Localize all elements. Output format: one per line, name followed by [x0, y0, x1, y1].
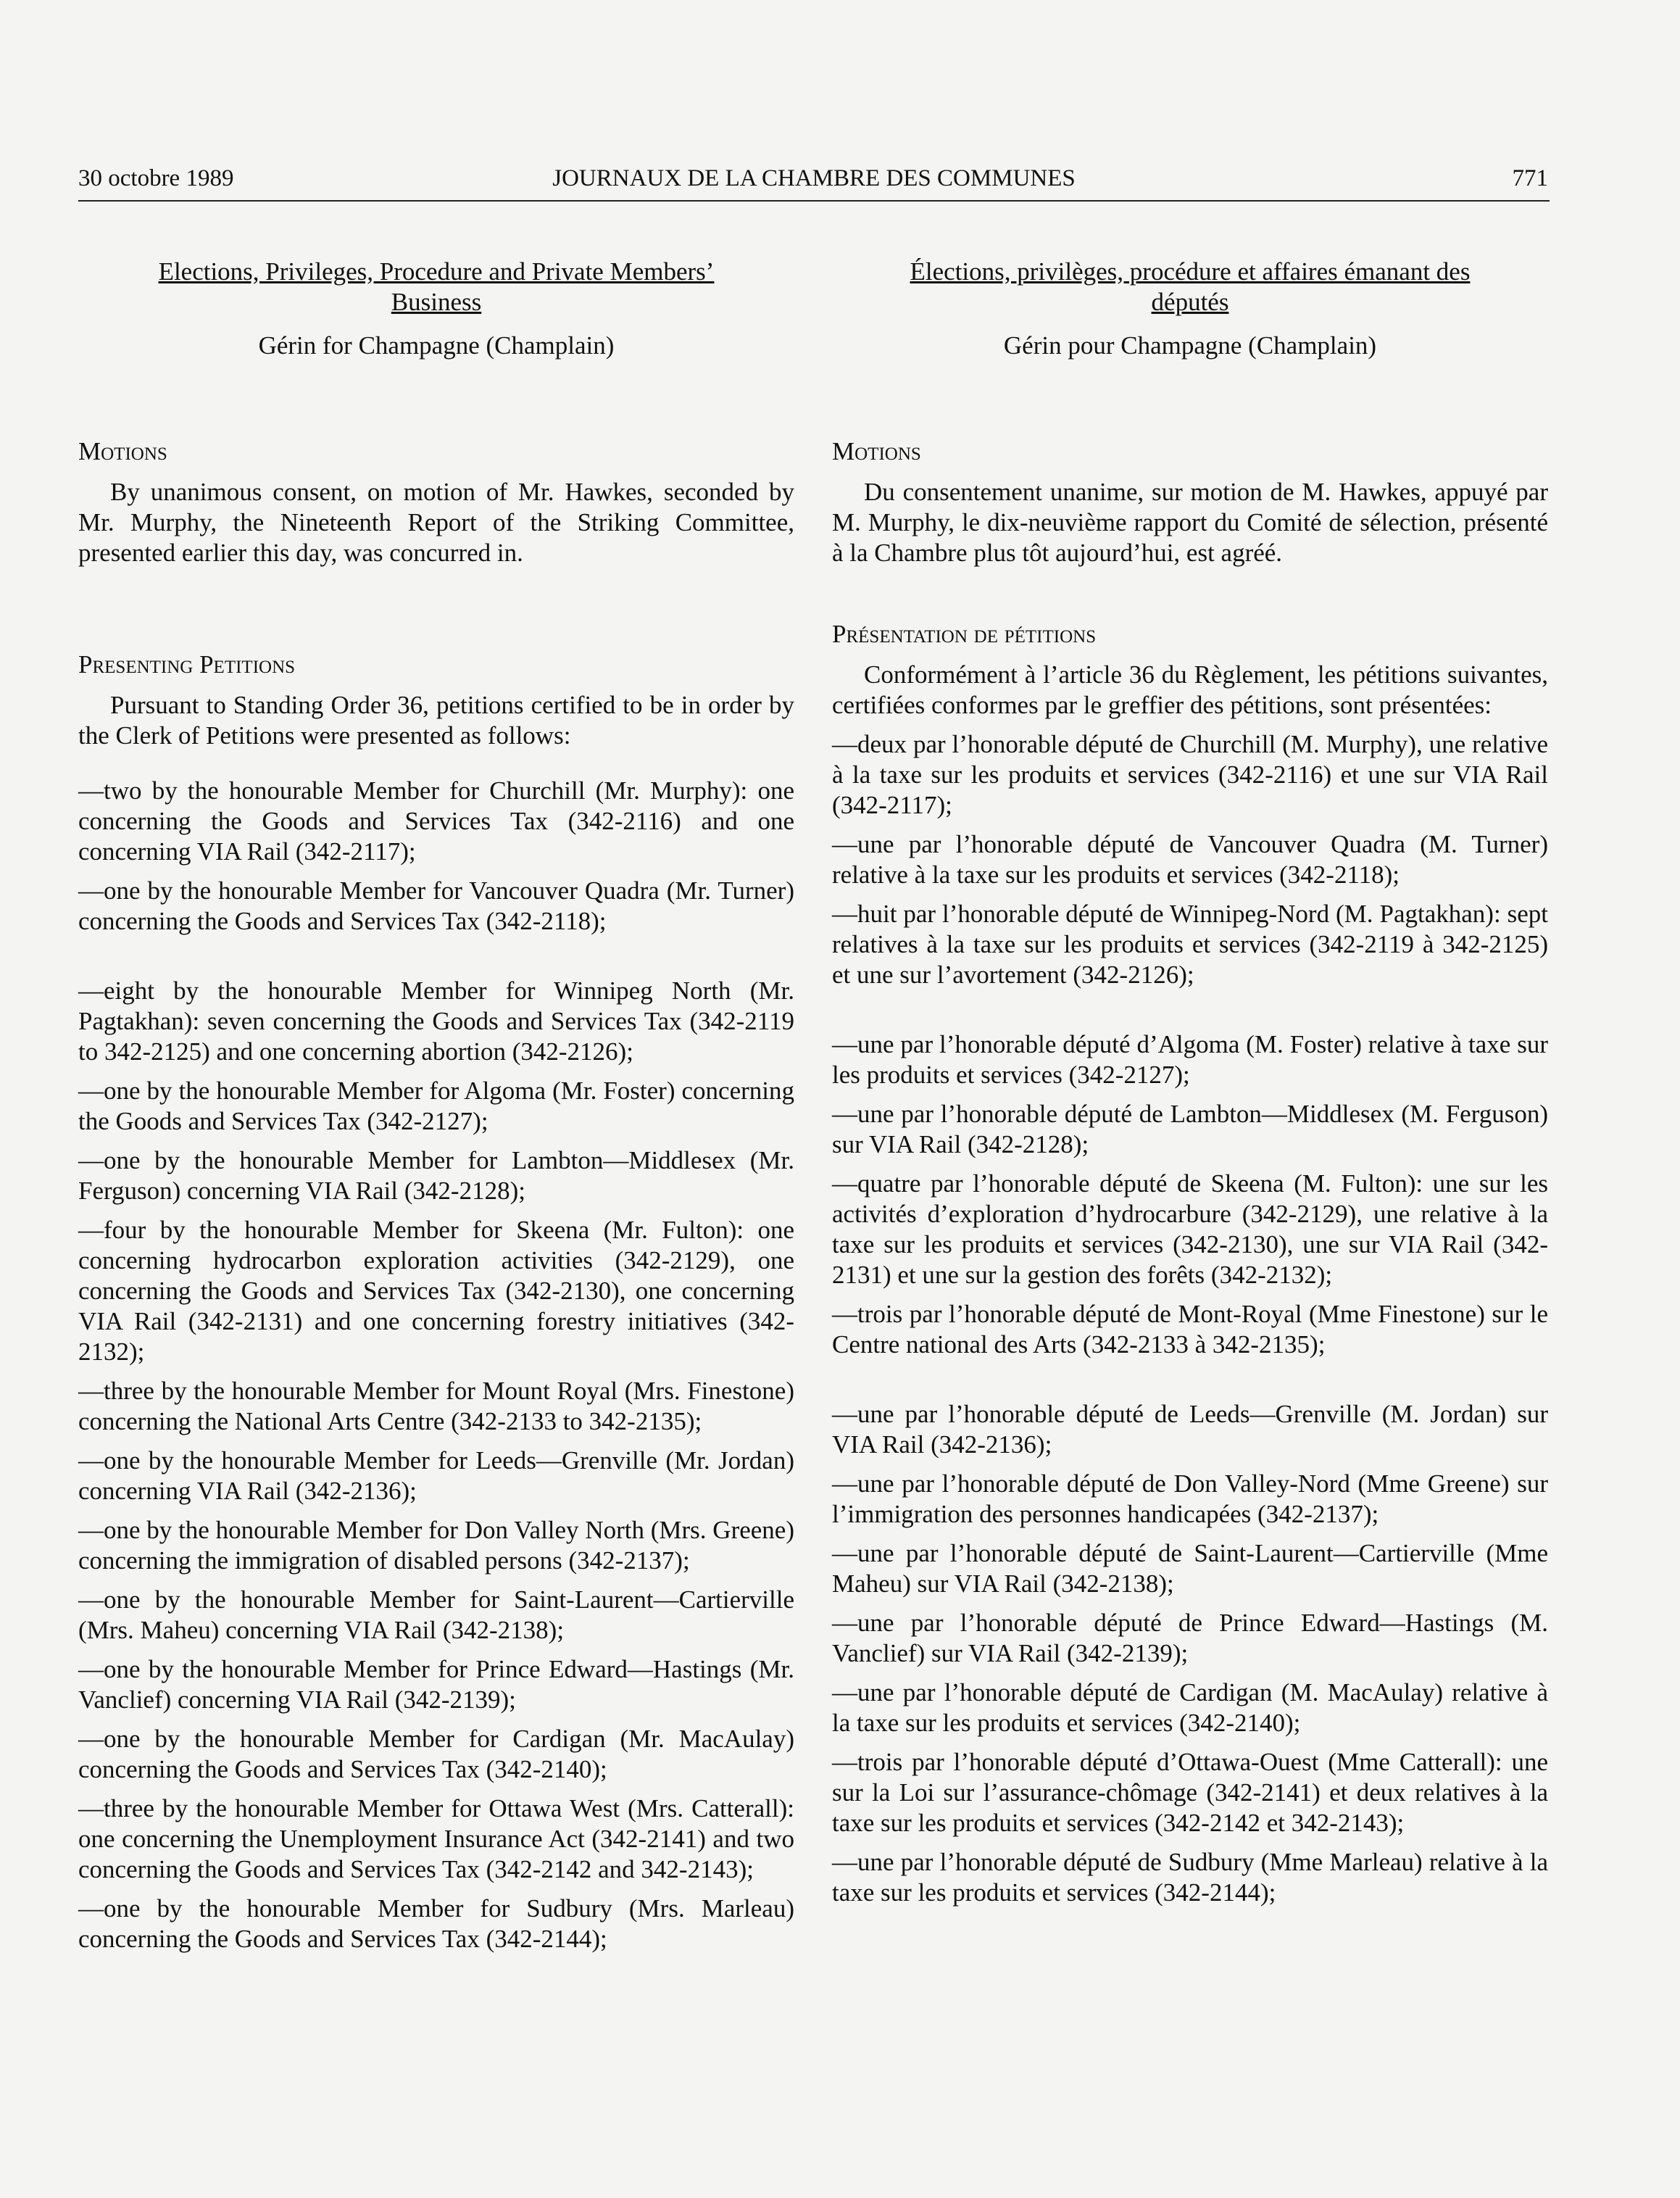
- petition-item: —une par l’honorable député d’Algoma (M. Foster) relative à taxe sur les produits et services (342-2127);: [832, 1030, 1548, 1089]
- petition-item: —one by the honourable Member for Vancouver Quadra (Mr. Turner) concerning the Goods and Services Tax (342-2118);: [78, 876, 794, 935]
- committee-subheading: Gérin for Champagne (Champlain): [258, 331, 615, 360]
- journal-title: JOURNAUX DE LA CHAMBRE DES COMMUNES: [552, 165, 1076, 191]
- petition-item: —une par l’honorable député de Don Valley-Nord (Mme Greene) sur l’immigration des personnes handicapées (342-2137);: [832, 1469, 1548, 1528]
- committee-heading: Elections, Privileges, Procedure and Private Members’ Business: [158, 257, 715, 316]
- petitions-caption: Presenting Petitions: [78, 650, 296, 679]
- petition-item: —une par l’honorable député de Prince Edward—Hastings (M. Vanclief) sur VIA Rail (342-2139);: [832, 1609, 1548, 1667]
- page-number: 771: [1512, 165, 1548, 191]
- petition-item: —une par l’honorable député de Saint-Laurent—Cartierville (Mme Maheu) sur VIA Rail (342-2138);: [832, 1539, 1548, 1598]
- petition-item: —one by the honourable Member for Leeds—Grenville (Mr. Jordan) concerning VIA Rail (342-2136);: [78, 1446, 794, 1505]
- petition-item: —deux par l’honorable député de Churchill (M. Murphy), une relative à la taxe sur les produits et services (342-2116) et une sur VIA Rail (342-2117);: [832, 730, 1548, 819]
- petition-item: —une par l’honorable député de Cardigan (M. MacAulay) relative à la taxe sur les produits et services (342-2140);: [832, 1678, 1548, 1737]
- petition-item: —trois par l’honorable député d’Ottawa-Ouest (Mme Catterall): une sur la Loi sur l’assurance-chômage (342-2141) et deux relatives à la taxe sur les produits et services (342-2142 et 342-2143);: [832, 1748, 1548, 1837]
- petition-item: —quatre par l’honorable député de Skeena (M. Fulton): une sur les activités d’exploration d’hydrocarbure (342-2129), une relative à la taxe sur les produits et services (342-2130), une sur VIA Rail (342-2131) et une sur la gestion des forêts (342-2132);: [832, 1169, 1548, 1289]
- motions-text: By unanimous consent, on motion of Mr. Hawkes, seconded by Mr. Murphy, the Nineteenth Report of the Striking Committee, presented earlier this day, was concurred in.: [78, 478, 794, 567]
- petition-item: —trois par l’honorable député de Mont-Royal (Mme Finestone) sur le Centre national des Arts (342-2133 à 342-2135);: [832, 1300, 1548, 1359]
- petition-item: —one by the honourable Member for Saint-Laurent—Cartierville (Mrs. Maheu) concerning VIA Rail (342-2138);: [78, 1585, 794, 1644]
- committee-heading: Élections, privilèges, procédure et affaires émanant des députés: [910, 257, 1471, 316]
- page-date: 30 octobre 1989: [78, 165, 234, 191]
- french-column: [832, 257, 1548, 1908]
- petition-item: —une par l’honorable député de Sudbury (Mme Marleau) relative à la taxe sur les produits et services (342-2144);: [832, 1848, 1548, 1907]
- petition-item: —three by the honourable Member for Mount Royal (Mrs. Finestone) concerning the National Arts Centre (342-2133 to 342-2135);: [78, 1377, 794, 1435]
- petitions-intro: Conformément à l’article 36 du Règlement, les pétitions suivantes, certifiées conformes par le greffier des pétitions, sont présentées:: [832, 660, 1548, 719]
- petition-item: —one by the honourable Member for Don Valley North (Mrs. Greene) concerning the immigration of disabled persons (342-2137);: [78, 1516, 794, 1575]
- petition-item: —one by the honourable Member for Sudbury (Mrs. Marleau) concerning the Goods and Services Tax (342-2144);: [78, 1894, 794, 1953]
- motions-text: Du consentement unanime, sur motion de M. Hawkes, appuyé par M. Murphy, le dix-neuvième rapport du Comité de sélection, présenté à la Chambre plus tôt aujourd’hui, est agréé.: [832, 478, 1548, 567]
- motions-caption: Motions: [832, 437, 921, 465]
- petition-item: —two by the honourable Member for Churchill (Mr. Murphy): one concerning the Goods and Services Tax (342-2116) and one concerning VIA Rail (342-2117);: [78, 776, 794, 866]
- petition-item: —three by the honourable Member for Ottawa West (Mrs. Catterall): one concerning the Unemployment Insurance Act (342-2141) and two concerning the Goods and Services Tax (342-2142 and 342-2143);: [78, 1794, 794, 1883]
- petitions-intro: Pursuant to Standing Order 36, petitions certified to be in order by the Clerk of Petitions were presented as follows:: [78, 691, 794, 750]
- petition-item: —one by the honourable Member for Cardigan (Mr. MacAulay) concerning the Goods and Services Tax (342-2140);: [78, 1725, 794, 1783]
- petition-item: —eight by the honourable Member for Winnipeg North (Mr. Pagtakhan): seven concerning the Goods and Services Tax (342-2119 to 342-2125) and one concerning abortion (342-2126);: [78, 976, 794, 1066]
- petition-item: —huit par l’honorable député de Winnipeg-Nord (M. Pagtakhan): sept relatives à la taxe sur les produits et services (342-2119 à 342-2125) et une sur l’avortement (342-2126);: [832, 900, 1548, 989]
- english-column: [78, 257, 794, 1954]
- petition-item: —une par l’honorable député de Lambton—Middlesex (M. Ferguson) sur VIA Rail (342-2128);: [832, 1100, 1548, 1158]
- motions-caption: Motions: [78, 437, 167, 465]
- petition-item: —one by the honourable Member for Algoma (Mr. Foster) concerning the Goods and Services Tax (342-2127);: [78, 1077, 794, 1135]
- petitions-caption: Présentation de pétitions: [832, 620, 1097, 648]
- petition-item: —one by the honourable Member for Lambton—Middlesex (Mr. Ferguson) concerning VIA Rail (342-2128);: [78, 1146, 794, 1205]
- petition-item: —four by the honourable Member for Skeena (Mr. Fulton): one concerning hydrocarbon exploration activities (342-2129), one concerning the Goods and Services Tax (342-2130), one concerning VIA Rail (342-2131) and one concerning forestry initiatives (342-2132);: [78, 1216, 794, 1366]
- petition-item: —une par l’honorable député de Leeds—Grenville (M. Jordan) sur VIA Rail (342-2136);: [832, 1400, 1548, 1459]
- petition-item: —une par l’honorable député de Vancouver Quadra (M. Turner) relative à la taxe sur les produits et services (342-2118);: [832, 830, 1548, 889]
- page-header: [78, 162, 1550, 202]
- committee-subheading: Gérin pour Champagne (Champlain): [1003, 331, 1377, 360]
- petition-item: —one by the honourable Member for Prince Edward—Hastings (Mr. Vanclief) concerning VIA Rail (342-2139);: [78, 1655, 794, 1714]
